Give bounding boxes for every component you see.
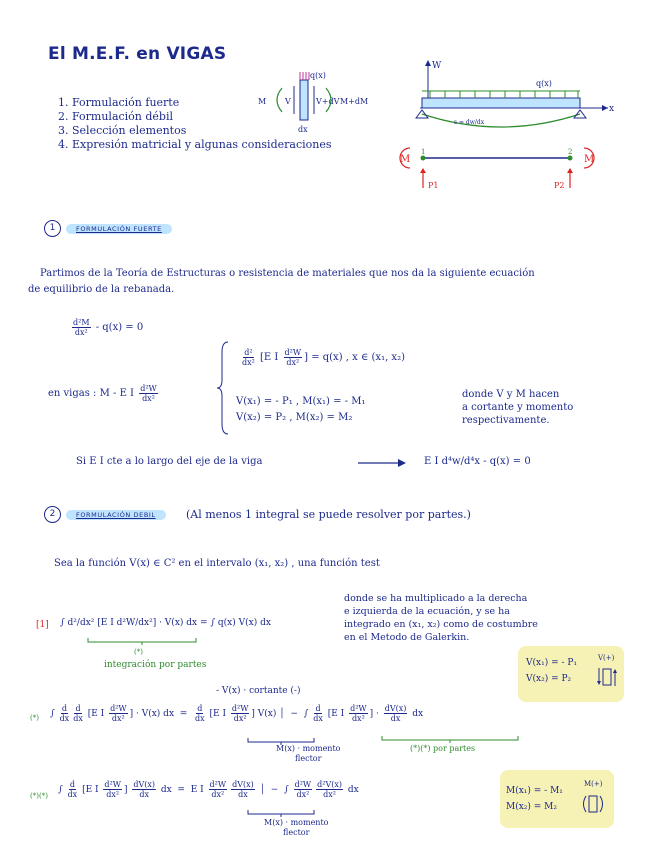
system-line: V(x₁) = - P₁ , M(x₁) = - M₁ [236,396,366,407]
system-brace [216,340,230,436]
svg-text:M+dM: M+dM [340,97,369,106]
paragraph-line: Partimos de la Teoría de Estructuras o resistencia de materiales que nos da la siguiente ecuación [40,268,535,279]
beam-slice-figure [252,68,382,136]
list-item: 2. Formulación débil [58,110,174,123]
shear-sign-icon [596,666,620,688]
moment-sign-icon [580,792,606,816]
loaded-beam-figure [408,56,618,136]
q-label: q(x) [310,71,326,80]
svg-text:M: M [258,97,267,106]
svg-text:2: 2 [568,148,573,156]
svg-text:P1: P1 [428,181,439,190]
underbrace [380,734,520,744]
svg-text:x: x [609,104,615,114]
svg-text:dx: dx [298,125,308,134]
section-number: 2 [44,506,61,523]
system-line: $\frac{\text{d²}}{\text{dx²}}$ [E I $\frac{\text{d²W}}{\text{dx²}}$ ] = q(x) , x ∈ (x₁, x₂) [242,348,405,367]
section-number: 1 [44,220,61,237]
svg-text:s = dw/dx: s = dw/dx [454,119,485,126]
section-label: FORMULACIÓN DEBIL [66,510,166,520]
list-item: 3. Selección elementos [58,124,187,137]
section-comment: (Al menos 1 integral se puede resolver por partes.) [186,508,471,521]
svg-text:V: V [285,97,291,106]
svg-text:V+dV: V+dV [316,97,340,106]
list-item: 4. Expresión matricial y algunas consideraciones [58,138,332,151]
moment-annotation: M(x) · momento flector [276,744,341,763]
shear-annotation: - V(x) · cortante (-) [216,686,301,696]
page-title: El M.E.F. en VIGAS [48,44,227,64]
equilibrium-equation: $\frac{\text{d²M}}{\text{dx²}}$ - q(x) = 0 [73,318,144,337]
section-label: FORMULACIÓN FUERTE [66,224,172,234]
constant-EI-line: Si E I cte a lo largo del eje de la viga [76,456,263,467]
paragraph-line: de equilibrio de la rebanada. [28,284,175,295]
note-galerkin: donde se ha multiplicado a la derecha e izquierda de la ecuación, y se ha integrado en (x₁, x₂) como de costumbre en el Metodo de Galerkin. [344,593,538,643]
moment-annotation: M(x) · momento flector [264,818,329,837]
svg-text:M: M [584,154,595,165]
svg-text:q(x): q(x) [536,79,552,88]
svg-text:1: 1 [421,148,426,156]
constant-EI-equation: E I d⁴w/d⁴x - q(x) = 0 [424,456,531,467]
svg-text:W: W [432,61,442,71]
svg-text:P2: P2 [554,181,565,190]
note-donde: donde V y M hacen a cortante y momento respectivamente. [462,389,574,426]
boundary-conditions-box: V(x₁) = - P₁ V(x₂) = P₂ V(+) [518,646,624,702]
integration-by-parts-1: ∫ $\frac{d}{dx}$ $\frac{d}{dx}$ [E I $\frac{\text{d²W}}{\text{dx²}}$ ] · V(x) dx = $\frac{d}{dx}$ [E I $\frac{\text{d²W}}{\text{dx²}}$ ] V(x) │ − ∫ $\frac{d}{dx}$ [E I $\frac{\text{d²W}}{\text{dx²}}$ ] · $\frac{dV(x)}{dx}$ dx [50,704,424,723]
system-line: V(x₂) = P₂ , M(x₂) = M₂ [236,412,353,423]
svg-text:M: M [400,154,411,165]
underbrace [246,808,316,818]
boundary-conditions-box: M(x₁) = - M₁ M(x₂) = M₂ M(+) [500,770,614,828]
underbrace [86,636,198,646]
weak-form-equation: ∫ d²/dx² [E I d²W/dx²] · V(x) dx = ∫ q(x) V(x) dx [60,618,271,628]
equation-tag: [1] [36,620,49,630]
beam-element-figure [392,140,612,196]
list-item: 1. Formulación fuerte [58,96,180,109]
beam-equation-prefix: en vigas : M - E I $\frac{\text{d²W}}{\text{dx²}}$ [48,384,157,403]
test-function-line: Sea la función V(x) ∈ C² en el intervalo (x₁, x₂) , una función test [54,558,380,569]
integration-by-parts-2: ∫ $\frac{d}{dx}$ [E I $\frac{\text{d²W}}{\text{dx²}}$ ] $\frac{dV(x)}{dx}$ dx = E I $\frac{\text{d²W}}{\text{dx²}}$ $\frac{dV(x)}{dx}$ │ − ∫ $\frac{\text{d²W}}{\text{dx²}}$ $\frac{\text{d²V(x)}}{\text{dx²}}$ dx [58,780,359,799]
arrow-right-icon [356,458,408,468]
